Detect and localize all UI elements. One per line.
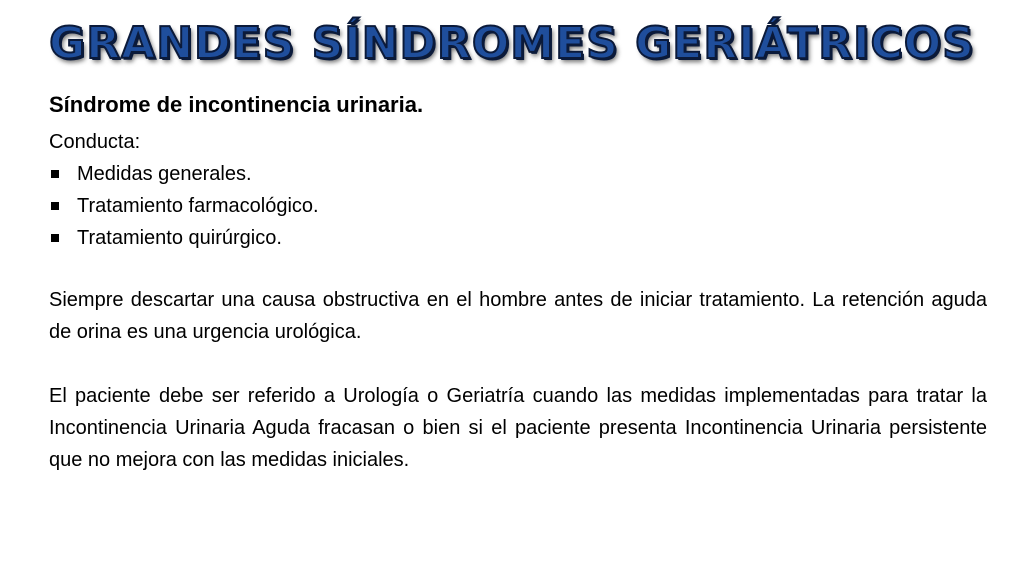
- list-item: [49, 222, 319, 254]
- square-bullet-icon: [51, 234, 59, 242]
- list-item: [49, 158, 319, 190]
- slide-title: GRANDES SÍNDROMES GERIÁTRICOS: [49, 18, 975, 69]
- list-item-text: Tratamiento quirúrgico.: [77, 227, 282, 249]
- section-subtitle: Síndrome de incontinencia urinaria.: [49, 92, 424, 117]
- conducta-label: Conducta:: [49, 131, 141, 153]
- list-item: [49, 190, 319, 222]
- list-item-text: Tratamiento farmacológico.: [77, 195, 319, 217]
- square-bullet-icon: [51, 202, 59, 210]
- square-bullet-icon: [51, 170, 59, 178]
- list-item-text: Medidas generales.: [77, 163, 252, 185]
- bullet-list: [49, 158, 319, 254]
- paragraph-referral: El paciente debe ser referido a Urología o Geriatría cuando las medidas implementadas para tratar la Incontinencia Urinaria Aguda fracasan o bien si el paciente presenta Incontinencia Urinaria persistente que no mejora con las medidas iniciales.: [49, 385, 987, 471]
- paragraph-obstructive-cause: Siempre descartar una causa obstructiva en el hombre antes de iniciar tratamiento. La retención aguda de orina es una urgencia urológica.: [49, 289, 987, 343]
